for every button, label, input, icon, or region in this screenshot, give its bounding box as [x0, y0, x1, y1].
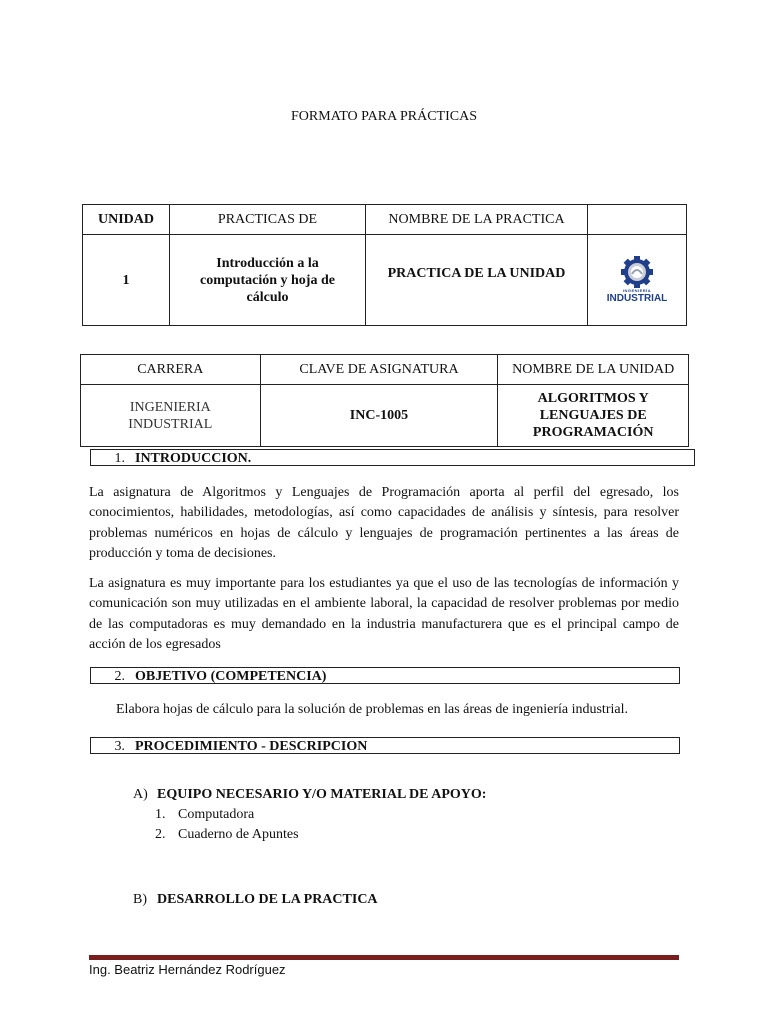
gear-icon — [611, 256, 663, 288]
objective-text: Elabora hojas de cálculo para la solución de problemas en las áreas de ingeniería industrial. — [116, 702, 628, 717]
header-practicas-de: PRACTICAS DE — [170, 205, 366, 235]
subsection-marker: B) — [133, 892, 147, 907]
list-number: 1. — [155, 807, 166, 822]
section-objetivo — [90, 667, 680, 684]
section-procedimiento — [90, 737, 680, 754]
subsection-a — [133, 787, 486, 803]
logo-top-text: INGENIERÍA — [622, 288, 652, 293]
section-number: 1. — [114, 451, 125, 466]
header-carrera: CARRERA — [81, 355, 261, 385]
ingenieria-industrial-logo — [592, 256, 682, 304]
subsection-label: DESARROLLO DE LA PRACTICA — [157, 892, 378, 907]
header-unidad: UNIDAD — [83, 205, 170, 235]
course-info-table — [80, 354, 689, 447]
header-nombre-practica: NOMBRE DE LA PRACTICA — [366, 205, 588, 235]
page-title: FORMATO PARA PRÁCTICAS — [291, 109, 477, 124]
footer-author: Ing. Beatriz Hernández Rodríguez — [89, 962, 286, 977]
carrera-value: INGENIERIA INDUSTRIAL — [81, 385, 261, 447]
intro-paragraph-2: La asignatura es muy importante para los estudiantes ya que el uso de las tecnologías de información y comunicación son muy utilizadas en el ambiente laboral, la capacidad de resolver problemas por medio de las computadoras es muy demandado en la industria manufacturera que es el principal campo de acción de los egresados — [89, 576, 679, 653]
list-item — [155, 807, 254, 823]
section-number: 3. — [114, 739, 125, 754]
nombre-unidad-value: ALGORITMOS Y LENGUAJES DE PROGRAMACIÓN — [498, 385, 689, 447]
header-clave: CLAVE DE ASIGNATURA — [260, 355, 498, 385]
list-text: Cuaderno de Apuntes — [178, 827, 299, 842]
practice-info-table — [82, 204, 687, 326]
clave-value: INC-1005 — [260, 385, 498, 447]
header-nombre-unidad: NOMBRE DE LA UNIDAD — [498, 355, 689, 385]
intro-paragraph-1: La asignatura de Algoritmos y Lenguajes de Programación aporta al perfil del egresado, los conocimientos, habilidades, metodologías, así como capacidades de análisis y síntesis, para resolver problemas numéricos en hojas de cálculo y lenguajes de programación pertinentes a las áreas de producción y toma de decisiones. — [89, 485, 679, 562]
list-number: 2. — [155, 827, 166, 842]
subsection-label: EQUIPO NECESARIO Y/O MATERIAL DE APOYO: — [157, 787, 487, 802]
footer-rule — [89, 955, 679, 960]
logo-cell — [588, 235, 687, 326]
section-label: PROCEDIMIENTO - DESCRIPCION — [135, 739, 368, 754]
list-item — [155, 827, 299, 843]
unidad-value: 1 — [83, 235, 170, 326]
list-text: Computadora — [178, 807, 255, 822]
section-label: INTRODUCCION. — [135, 451, 252, 466]
subsection-marker: A) — [133, 787, 148, 802]
section-number: 2. — [114, 669, 125, 684]
section-introduccion — [90, 449, 695, 466]
practicas-de-value: Introducción a la computación y hoja de cálculo — [170, 235, 366, 326]
logo-main-text: INDUSTRIAL — [606, 293, 668, 304]
header-empty-cell — [588, 205, 687, 235]
subsection-b — [133, 892, 378, 908]
section-label: OBJETIVO (COMPETENCIA) — [135, 669, 327, 684]
nombre-practica-value: PRACTICA DE LA UNIDAD — [366, 235, 588, 326]
